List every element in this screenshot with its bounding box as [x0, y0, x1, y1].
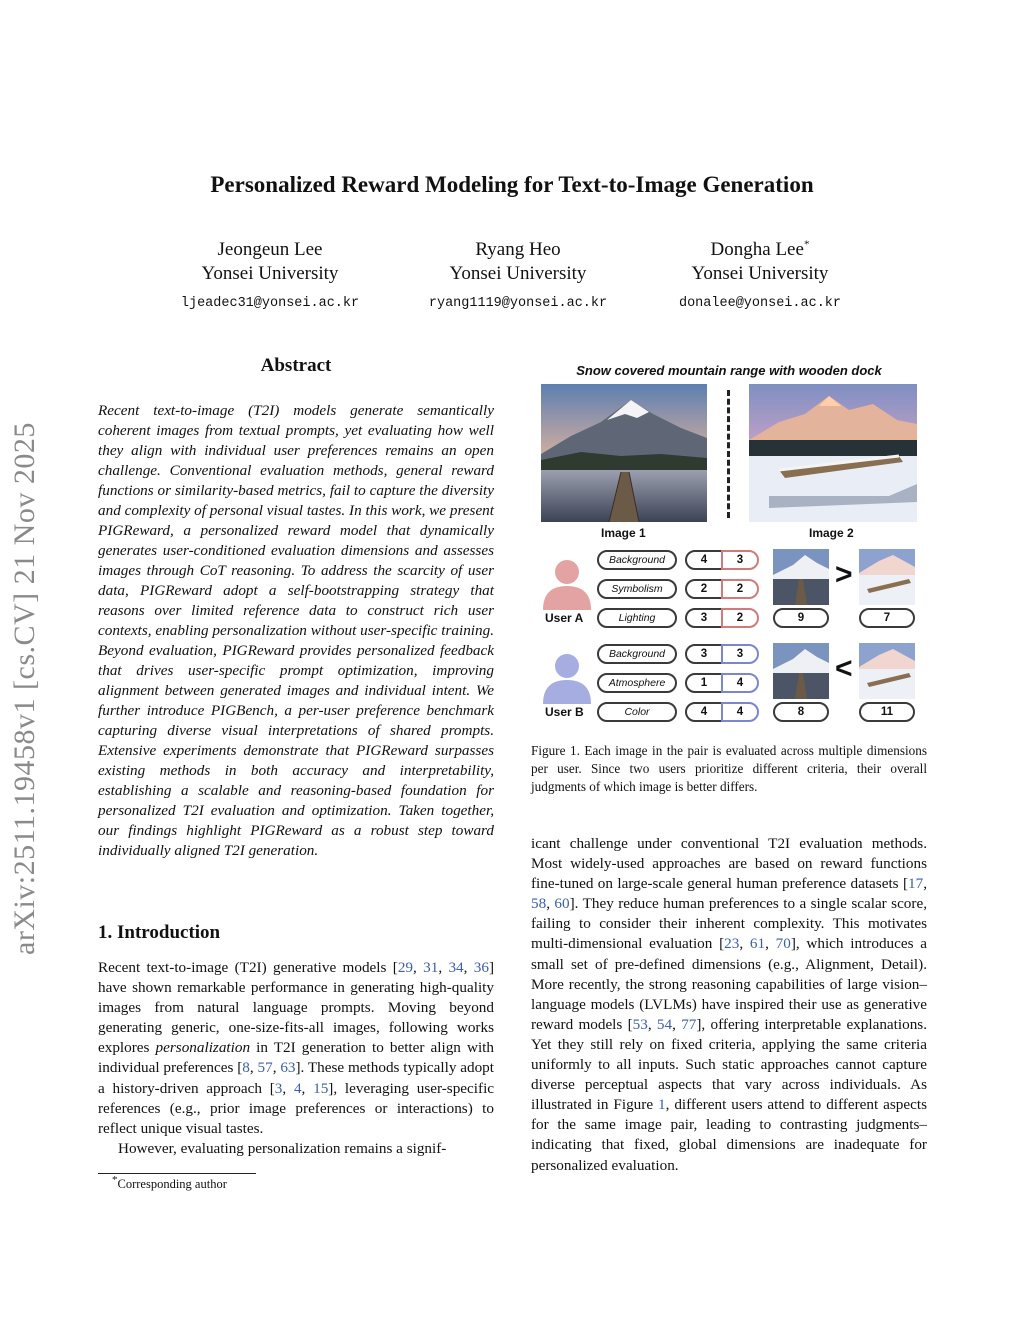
user-b-dim-3-score-image-1: 4: [685, 702, 723, 722]
author-block: [640, 238, 880, 316]
body-text: ,: [546, 895, 555, 913]
user-b-dim-3-score-image-2: 4: [721, 702, 759, 722]
citation-link[interactable]: 31: [423, 959, 439, 976]
author-affiliation: Yonsei University: [201, 263, 339, 284]
user-a-dim-2: Symbolism: [597, 579, 677, 599]
image-divider: [727, 390, 730, 518]
user-a-compare-symbol: >: [835, 558, 853, 591]
body-text: ,: [672, 1015, 682, 1033]
author-affiliation: Yonsei University: [449, 263, 587, 284]
emphasis-text: personalization: [155, 1039, 251, 1057]
citation-link[interactable]: 29: [397, 959, 413, 976]
citation-link[interactable]: 17: [908, 875, 924, 893]
author-email[interactable]: ryang1119@yonsei.ac.kr: [428, 296, 608, 311]
user-a-total-image-2: 7: [859, 608, 915, 628]
citation-link[interactable]: 3: [274, 1079, 283, 1097]
corresponding-mark: *: [803, 238, 810, 251]
body-text: Recent text-to-image (T2I) generative models [: [98, 959, 398, 976]
user-a-thumb-image-2: [859, 549, 915, 605]
body-text: , different users attend to different aspects for the same image pair, leading to contrasting judgments–indicating that fixed, global dimensions are inadequate for personalized evaluation.: [531, 1096, 927, 1174]
citation-link[interactable]: 54: [656, 1015, 673, 1033]
user-a-dim-2-score-image-1: 2: [685, 579, 723, 599]
body-text: ,: [647, 1015, 657, 1033]
citation-link[interactable]: 61: [749, 935, 766, 953]
body-text: ], offering interpretable explanations. Yet they still rely on fixed criteria, applying the same criteria uniformly to all inputs. Such static approaches cannot capture diverse perceptual aspects that vary across individuals. As illustrated in Figure: [531, 1015, 928, 1114]
citation-link[interactable]: 1: [658, 1096, 666, 1114]
user-b-dim-1: Background: [597, 644, 677, 664]
intro-right-column: [531, 834, 927, 1176]
user-b-dim-1-score-image-2: 3: [721, 644, 759, 664]
intro-left-column: [98, 958, 494, 1159]
citation-link[interactable]: 8: [242, 1059, 250, 1077]
intro-paragraph-2-continued: [531, 834, 927, 1176]
body-text: ,: [272, 1059, 281, 1077]
image-1-label: Image 1: [601, 526, 646, 540]
arxiv-side-stamp: arXiv:2511.19458v1 [cs.CV] 21 Nov 2025: [8, 422, 41, 955]
body-text: ,: [301, 1079, 314, 1097]
author-name: Jeongeun Lee: [217, 239, 323, 260]
user-b-avatar-icon: [541, 652, 593, 704]
image-2-label: Image 2: [809, 526, 854, 540]
user-a-dim-1-score-image-2: 3: [721, 550, 759, 570]
user-b-dim-2: Atmosphere: [597, 673, 677, 693]
author-email[interactable]: ljeadec31@yonsei.ac.kr: [180, 296, 360, 311]
citation-link[interactable]: 77: [681, 1015, 697, 1033]
user-a-dim-2-score-image-2: 2: [721, 579, 759, 599]
author-name: Ryang Heo: [475, 239, 561, 260]
citation-link[interactable]: 58: [531, 895, 547, 913]
user-a-dim-1: Background: [597, 550, 677, 570]
user-b-compare-symbol: <: [835, 652, 853, 685]
citation-link[interactable]: 4: [293, 1079, 302, 1097]
intro-paragraph-1: [98, 958, 494, 1139]
paper-title: Personalized Reward Modeling for Text-to-Image Generation: [210, 172, 814, 197]
user-a-total-image-1: 9: [773, 608, 829, 628]
body-text: ]. These methods typically adopt a history-driven approach [: [98, 1059, 494, 1097]
body-text: in T2I generation to better align with individual preferences [: [98, 1039, 494, 1077]
author-affiliation: Yonsei University: [691, 263, 829, 284]
citation-link[interactable]: 70: [775, 935, 791, 953]
author-block: [398, 238, 638, 316]
body-text: ,: [249, 1059, 258, 1077]
footnote-rule: [98, 1173, 256, 1174]
user-a-dim-1-score-image-1: 4: [685, 550, 723, 570]
body-text: ] have shown remarkable performance in generating high-quality images from natural language prompts. Moving beyond generating generic, one-size-fits-all images, following works explores: [98, 959, 494, 1057]
user-a-label: User A: [545, 611, 584, 625]
user-b-dim-2-score-image-1: 1: [685, 673, 723, 693]
figure-1-caption: Figure 1. Each image in the pair is evaluated across multiple dimensions per user. Since two users prioritize different criteria, their overall judgments of which image is better differs.: [531, 743, 927, 794]
citation-link[interactable]: 34: [448, 959, 464, 976]
citation-link[interactable]: 60: [554, 895, 570, 913]
body-text: ], leveraging user-specific references (e.g., prior image preferences or interactions) to reflect unique visual tastes.: [98, 1079, 495, 1137]
author-email[interactable]: donalee@yonsei.ac.kr: [678, 296, 842, 311]
footnote-mark: *: [112, 1173, 118, 1186]
user-a-thumb-image-1: [773, 549, 829, 605]
citation-link[interactable]: 63: [280, 1059, 296, 1077]
body-text: icant challenge under conventional T2I evaluation methods. Most widely-used approaches are based on reward functions fine-tuned on large-scale general human preference datasets [: [531, 835, 927, 893]
body-text: ,: [463, 959, 474, 976]
citation-link[interactable]: 36: [473, 959, 489, 976]
body-text: ,: [282, 1079, 294, 1097]
abstract-heading: Abstract: [260, 355, 332, 376]
user-a-avatar-icon: [541, 558, 593, 610]
body-text: ,: [923, 875, 927, 893]
intro-paragraph-2-start: However, evaluating personalization remains a signif-: [118, 1139, 447, 1157]
body-text: ,: [438, 959, 449, 976]
abstract-text: Recent text-to-image (T2I) models generate semantically coherent images from textual prompts, yet evaluating how well they align with individual user preferences remains an open challenge. Conventional evaluation methods, general reward functions or similarity-based metrics, fail to capture the diversity and complexity of personal visual tastes. In this work, we present PIGReward, a personalized reward model that dynamically generates user-conditioned evaluation dimensions and assesses images through CoT reasoning. To address the scarcity of user data, PIGReward adopt a self-bootstrapping strategy that reasons over limited reference data to construct rich user contexts, enabling personalization without user-specific training. Beyond evaluation, PIGReward provides personalized feedback that drives user-specific prompt optimization, improving alignment between generated images and individual intent. We further introduce PIGBench, a per-user preference benchmark capturing diverse visual interpretations of shared prompts. Extensive experiments demonstrate that PIGReward surpasses existing methods in both accuracy and interpretability, establishing a scalable and reasoning-based foundation for personalized T2I evaluation and optimization. Taken together, our findings highlight PIGReward as a robust step toward individually aligned T2I generation.: [98, 402, 494, 859]
figure-prompt: Snow covered mountain range with wooden dock: [576, 363, 882, 378]
body-text: ]. They reduce human preferences to a single scalar score, failing to consider their inherent complexity. This motivates multi-dimensional evaluation [: [531, 895, 927, 953]
footnote: [112, 1173, 227, 1192]
citation-link[interactable]: 15: [313, 1079, 329, 1097]
author-block: [150, 238, 390, 316]
user-b-thumb-image-1: [773, 643, 829, 699]
user-b-thumb-image-2: [859, 643, 915, 699]
user-b-dim-2-score-image-2: 4: [721, 673, 759, 693]
citation-link[interactable]: 57: [257, 1059, 273, 1077]
user-a-dim-3-score-image-1: 3: [685, 608, 723, 628]
image-2-snow-dock: [749, 384, 917, 522]
user-b-total-image-1: 8: [773, 702, 829, 722]
section-heading-introduction: 1. Introduction: [98, 922, 221, 943]
image-1-lake-dock: [541, 384, 707, 522]
user-b-label: User B: [545, 705, 584, 719]
citation-link[interactable]: 53: [632, 1015, 648, 1033]
user-b-total-image-2: 11: [859, 702, 915, 722]
author-name: Dongha Lee: [710, 239, 804, 260]
citation-link[interactable]: 23: [724, 935, 740, 953]
user-b-dim-3: Color: [597, 702, 677, 722]
footnote-text: Corresponding author: [117, 1177, 227, 1191]
body-text: ,: [739, 935, 750, 953]
user-a-dim-3-score-image-2: 2: [721, 608, 759, 628]
user-b-dim-1-score-image-1: 3: [685, 644, 723, 664]
body-text: ], which introduces a small set of pre-defined dimensions (e.g., Alignment, Detail). More recently, the strong reasoning capabilities of large vision–language models (LVLMs) have inspired their use as generative reward models [: [531, 935, 928, 1033]
figure-1: [531, 358, 927, 728]
user-a-dim-3: Lighting: [597, 608, 677, 628]
body-text: ,: [765, 935, 776, 953]
body-text: ,: [413, 959, 424, 976]
